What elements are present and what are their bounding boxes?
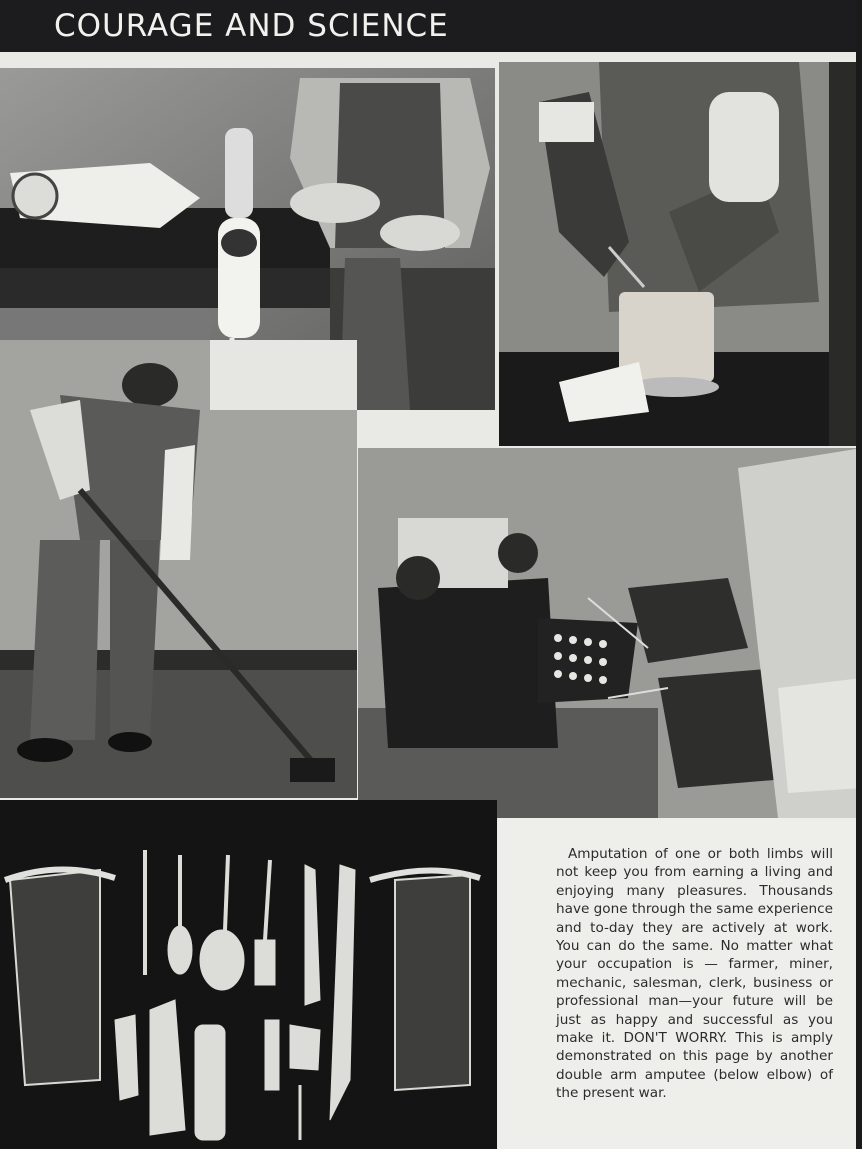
photo-sweeping bbox=[0, 340, 357, 798]
page-title: COURAGE AND SCIENCE bbox=[54, 8, 449, 44]
photo-attachments bbox=[0, 800, 497, 1149]
caption-text: Amputation of one or both limbs will not keep you from earning a living and enjoying many pleasures. Thousands have gone through the same experience and to-day they are actively at work. You can do the same. No matter what your occupation is — farmer, miner, mechanic, salesman, clerk, business or professional man—your future will be just as happy and successful as you make it. DON'T WORRY. This is amply demonstrated on this page by another double arm amputee (below elbow) of the present war. bbox=[556, 846, 833, 1102]
photo-typewriter bbox=[358, 448, 862, 818]
page-header bbox=[0, 0, 862, 52]
photo-cutting-bread bbox=[499, 62, 862, 446]
page-edge bbox=[856, 0, 862, 1149]
